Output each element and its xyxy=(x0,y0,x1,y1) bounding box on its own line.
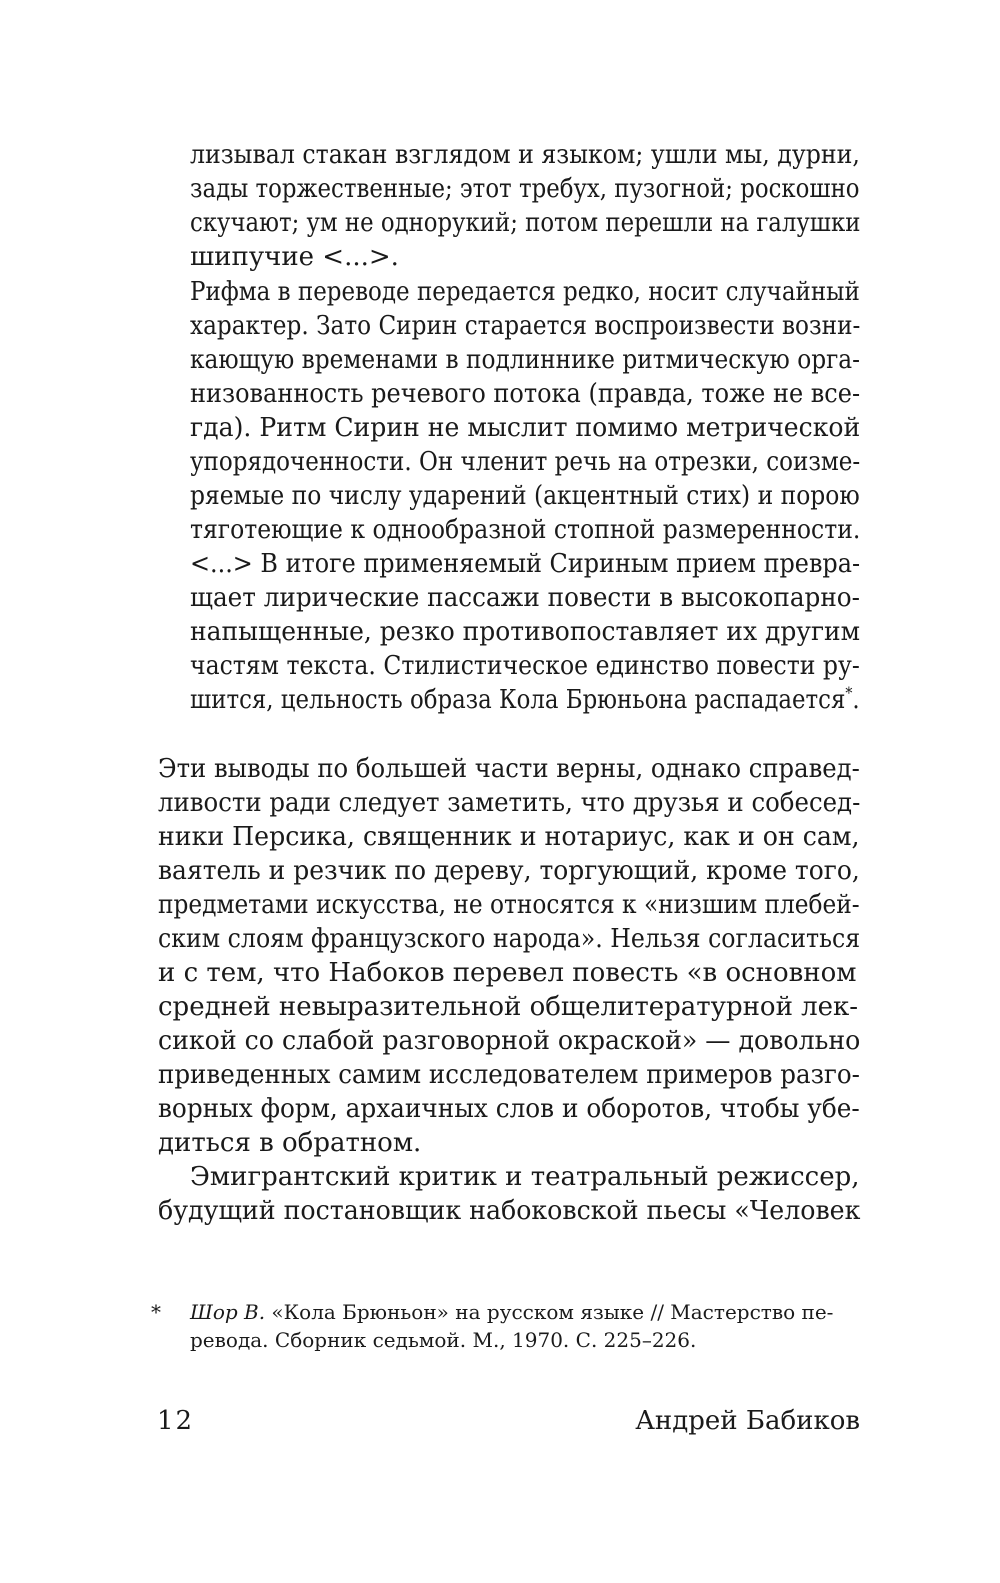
footnote-citation: «Кола Брюньон» на русском языке // Мастерство пе- xyxy=(265,1300,834,1324)
running-footer-author: Андрей Бабиков xyxy=(635,1406,860,1436)
quote-line: упорядоченности. Он членит речь на отрезки, соизме- xyxy=(190,447,861,477)
quote-line-text: шится, цельность образа Кола Брюньона распадается xyxy=(190,685,846,715)
footnote-line xyxy=(190,1298,833,1326)
paragraph-line: сикой со слабой разговорной окраской» — довольно xyxy=(158,1026,861,1056)
quote-line: щает лирические пассажи повести в высокопарно- xyxy=(190,583,860,613)
quote-line: скучают; ум не однорукий; потом перешли на галушки xyxy=(190,208,861,238)
paragraph-line: диться в обратном. xyxy=(158,1128,422,1158)
quote-line: тяготеющие к однообразной стопной размеренности. xyxy=(190,515,861,545)
quote-line: кающую временами в подлиннике ритмическую орга- xyxy=(190,345,860,375)
quote-line: Рифма в переводе передается редко, носит случайный xyxy=(190,277,860,307)
footnote-reference[interactable]: * xyxy=(845,683,853,703)
paragraph-line: ники Персика, священник и нотариус, как и он сам, xyxy=(158,822,860,852)
paragraph-line: ваятель и резчик по дереву, торгующий, кроме того, xyxy=(158,856,860,886)
footnote-line: ревода. Сборник седьмой. М., 1970. С. 225–226. xyxy=(190,1328,697,1352)
quote-line: характер. Зато Сирин старается воспроизвести возни- xyxy=(190,311,861,341)
paragraph-line: Эти выводы по большей части верны, однако справед- xyxy=(158,754,860,784)
quote-line: <...> В итоге применяемый Сириным прием превра- xyxy=(190,549,861,579)
quote-line: напыщенные, резко противопоставляет их другим xyxy=(190,617,861,647)
page-number: 12 xyxy=(157,1406,195,1436)
footnote-author: Шор В. xyxy=(190,1300,266,1324)
quote-last-line xyxy=(190,683,860,717)
quote-period: . xyxy=(852,685,860,715)
paragraph-line: приведенных самим исследователем примеров разго- xyxy=(158,1060,860,1090)
paragraph-line: и с тем, что Набоков перевел повесть «в основном xyxy=(158,958,857,988)
quote-line: лизывал стакан взглядом и языком; ушли мы, дурни, xyxy=(190,140,860,170)
paragraph-line: ворных форм, архаичных слов и оборотов, чтобы убе- xyxy=(158,1094,860,1124)
paragraph-line: ским слоям французского народа». Нельзя согласиться xyxy=(158,924,861,954)
quote-line: низованность речевого потока (правда, тоже не все- xyxy=(190,379,861,409)
quote-line: гда). Ритм Сирин не мыслит помимо метрической xyxy=(190,413,861,443)
quote-line: шипучие <...>. xyxy=(190,242,399,272)
quote-line: частям текста. Стилистическое единство повести ру- xyxy=(190,651,860,681)
quote-line: зады торжественные; этот требух, пузогной; роскошно xyxy=(190,174,860,204)
paragraph-line: ливости ради следует заметить, что друзья и собесед- xyxy=(158,788,861,818)
quote-line: ряемые по числу ударений (акцентный стих) и порою xyxy=(190,481,860,511)
paragraph-line: средней невыразительной общелитературной лек- xyxy=(158,992,859,1022)
paragraph-line: будущий постановщик набоковской пьесы «Человек xyxy=(158,1196,861,1226)
footnote-mark: * xyxy=(151,1300,161,1324)
paragraph-line: предметами искусства, не относятся к «низшим плебей- xyxy=(158,890,860,920)
paragraph-line: Эмигрантский критик и театральный режиссер, xyxy=(190,1162,860,1192)
